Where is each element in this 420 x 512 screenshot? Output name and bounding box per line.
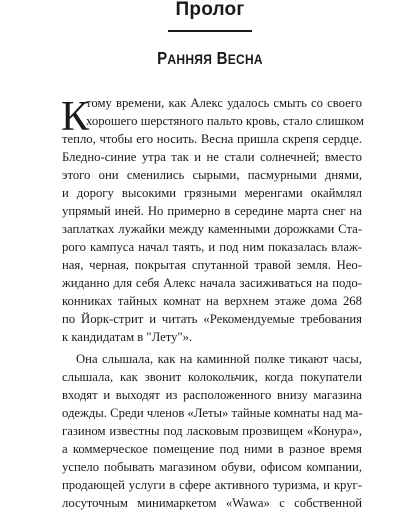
chapter-title-cap: Р bbox=[157, 47, 168, 68]
text-line: газином известны под ласковым прозвищем «Конура», bbox=[62, 424, 362, 438]
text-line: слышала, как звонит колокольчик, когда покупатели bbox=[62, 370, 362, 384]
text-line: успело побывать магазином обуви, офисом компании, bbox=[62, 460, 362, 474]
text-line: к кандидатам в "Лету"». bbox=[62, 330, 193, 344]
part-title: Пролог bbox=[175, 0, 245, 20]
text-line: по Йорк-стрит и читать «Рекомендуемые требования bbox=[62, 312, 362, 326]
text-line: упрямый иней. Но примерно в середине марта снег на bbox=[62, 204, 362, 218]
chapter-title-rest: ЕСНА bbox=[227, 50, 263, 67]
text-line: входят и выходят из расположенного внизу магазина bbox=[62, 388, 362, 402]
paragraph bbox=[62, 350, 362, 512]
title-rule bbox=[168, 30, 252, 32]
text-line: тепло, чтобы его носить. Весна пришла скрепя сердце. bbox=[62, 132, 362, 146]
chapter-title-rest: АННЯЯ bbox=[167, 50, 213, 67]
chapter-title-cap: В bbox=[216, 47, 228, 68]
drop-cap: К bbox=[61, 94, 90, 140]
page-heading bbox=[0, 0, 420, 70]
text-line: заплатках лужайки между каменными дорожками Ста- bbox=[62, 222, 362, 236]
text-line: этого они сменились сырыми, пасмурными днями, bbox=[62, 168, 362, 182]
text-line: продающей услуги в сфере активного туризма, и круг- bbox=[62, 478, 362, 492]
text-line: одежды. Среди членов «Леты» тайные комнаты над ма- bbox=[62, 406, 363, 420]
body-text bbox=[62, 94, 362, 512]
text-line: тому времени, как Алекс удалось смыть со своего bbox=[86, 96, 362, 110]
text-line: а коммерческое помещение под ними в разное время bbox=[62, 442, 362, 456]
text-line: конниках тайных комнат на верхнем этаже дома 268 bbox=[62, 294, 362, 308]
text-line: рого кампуса начал таять, и под ним показалась влаж- bbox=[62, 240, 362, 254]
text-line: жиданно для себя Алекс начала засиживаться на подо- bbox=[62, 276, 362, 290]
text-line: Она слышала, как на каминной полке тикают часы, bbox=[76, 352, 362, 366]
text-line: Бледно-синие утра так и не стали солнечней; вместо bbox=[62, 150, 362, 164]
chapter-title bbox=[29, 47, 390, 70]
text-line: хорошего шерстяного пальто кровь, стало слишком bbox=[86, 114, 364, 128]
text-line: и дорогу высокими грязными меренгами окаймлял bbox=[62, 186, 362, 200]
text-line: лосуточным минимаркетом «Wawa» с собственной bbox=[62, 496, 362, 510]
paragraph bbox=[62, 94, 362, 346]
text-line: ная, черная, покрытая спутанной травой земля. Нео- bbox=[62, 258, 362, 272]
